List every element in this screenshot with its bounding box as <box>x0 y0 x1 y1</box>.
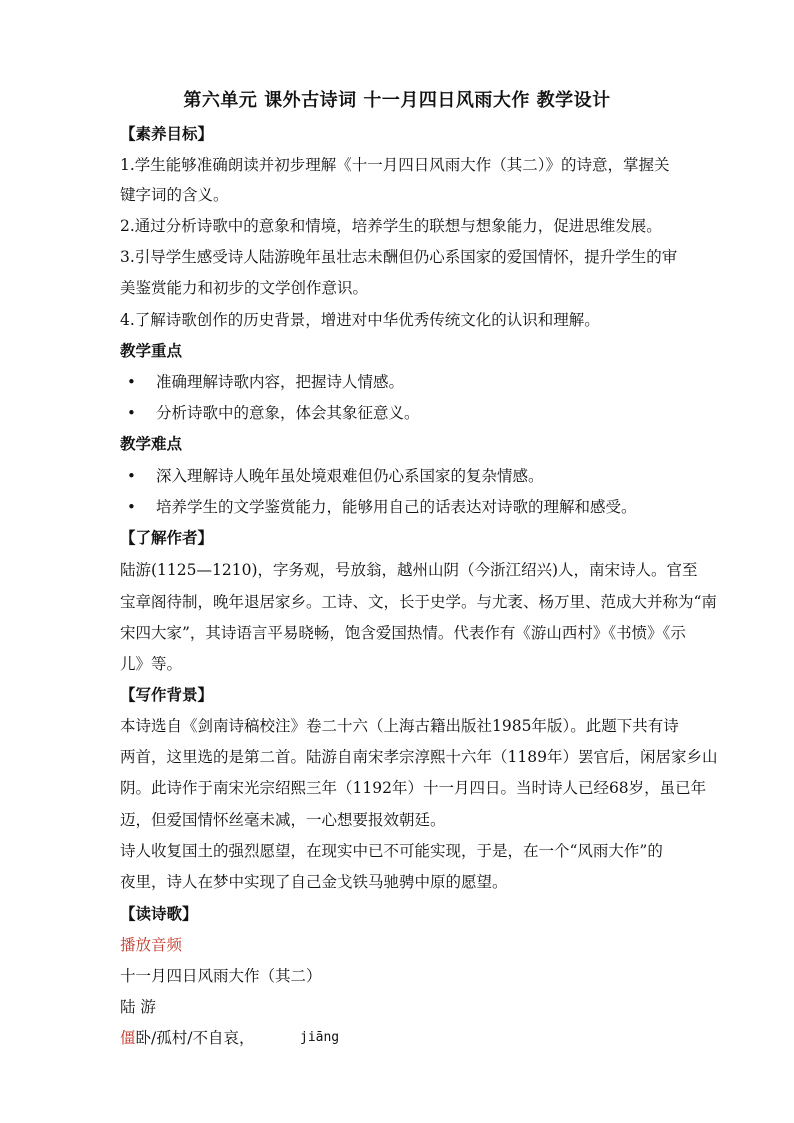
background-p2-line-2: 夜里，诗人在梦中实现了自己金戈铁马驰骋中原的愿望。 <box>120 873 508 891</box>
goal-4: 4.了解诗歌创作的历史背景，增进对中华优秀传统文化的认识和理解。 <box>120 311 600 329</box>
difficulty-2: 培养学生的文学鉴赏能力，能够用自己的话表达对诗歌的理解和感受。 <box>156 498 637 516</box>
background-p1-line-4: 迈，但爱国情怀丝毫未减，一心想要报效朝廷。 <box>120 811 446 829</box>
difficulties-header: 教学难点 <box>120 434 183 453</box>
bullet-icon: • <box>127 498 136 516</box>
author-line-4: 儿》等。 <box>120 655 183 673</box>
goal-2: 2.通过分析诗歌中的意象和情境，培养学生的联想与想象能力，促进思维发展。 <box>120 217 662 235</box>
poem-title: 十一月四日风雨大作（其二） <box>120 967 322 985</box>
key-point-2: 分析诗歌中的意象，体会其象征意义。 <box>156 404 420 422</box>
poem-author: 陆 游 <box>120 998 156 1016</box>
page-title: 第六单元 课外古诗词 十一月四日风雨大作 教学设计 <box>183 90 611 111</box>
goal-1-line-2: 键字词的含义。 <box>120 186 229 204</box>
play-audio-link[interactable]: 播放音频 <box>120 936 183 954</box>
poem-line-1 <box>120 1028 710 1048</box>
annotated-character: 僵 <box>120 1029 136 1047</box>
reading-header: 【读诗歌】 <box>120 904 198 923</box>
goal-3-line-2: 美鉴赏能力和初步的文学创作意识。 <box>120 279 369 297</box>
poem-line-1-text: 卧/孤村/不自哀， <box>135 1029 255 1047</box>
author-line-3: 宋四大家”，其诗语言平易晓畅，饱含爱国热情。代表作有《游山西村》《书愤》《示 <box>120 624 686 642</box>
difficulty-1: 深入理解诗人晚年虽处境艰难但仍心系国家的复杂情感。 <box>156 467 544 485</box>
background-header: 【写作背景】 <box>120 685 214 704</box>
author-line-2: 宝章阁待制，晚年退居家乡。工诗、文，长于史学。与尤袤、杨万里、范成大并称为“南 <box>120 593 717 611</box>
background-p1-line-3: 阴。此诗作于南宋光宗绍熙三年（1192年）十一月四日。当时诗人已经68岁，虽已年 <box>120 779 707 797</box>
background-p1-line-2: 两首，这里选的是第二首。陆游自南宋孝宗淳熙十六年（1189年）罢官后，闲居家乡山 <box>120 748 718 766</box>
author-line-1: 陆游(1125—1210)，字务观，号放翁，越州山阴（今浙江绍兴)人，南宋诗人。官至 <box>120 561 698 579</box>
bullet-icon: • <box>127 404 136 422</box>
bullet-icon: • <box>127 467 136 485</box>
goal-3-line-1: 3.引导学生感受诗人陆游晚年虽壮志未酬但仍心系国家的爱国情怀，提升学生的审 <box>120 248 678 266</box>
key-points-header: 教学重点 <box>120 341 183 360</box>
goal-1-line-1: 1.学生能够准确朗读并初步理解《十一月四日风雨大作（其二）》的诗意，掌握关 <box>120 156 670 174</box>
key-point-1: 准确理解诗歌内容，把握诗人情感。 <box>156 373 405 391</box>
pinyin-annotation: jiāng <box>300 1030 340 1045</box>
bullet-icon: • <box>127 373 136 391</box>
background-p2-line-1: 诗人收复国土的强烈愿望，在现实中已不可能实现，于是，在一个“风雨大作”的 <box>120 842 663 860</box>
background-p1-line-1: 本诗选自《剑南诗稿校注》卷二十六（上海古籍出版社1985年版）。此题下共有诗 <box>120 717 679 735</box>
goals-header: 【素养目标】 <box>120 124 214 143</box>
author-header: 【了解作者】 <box>120 528 214 547</box>
